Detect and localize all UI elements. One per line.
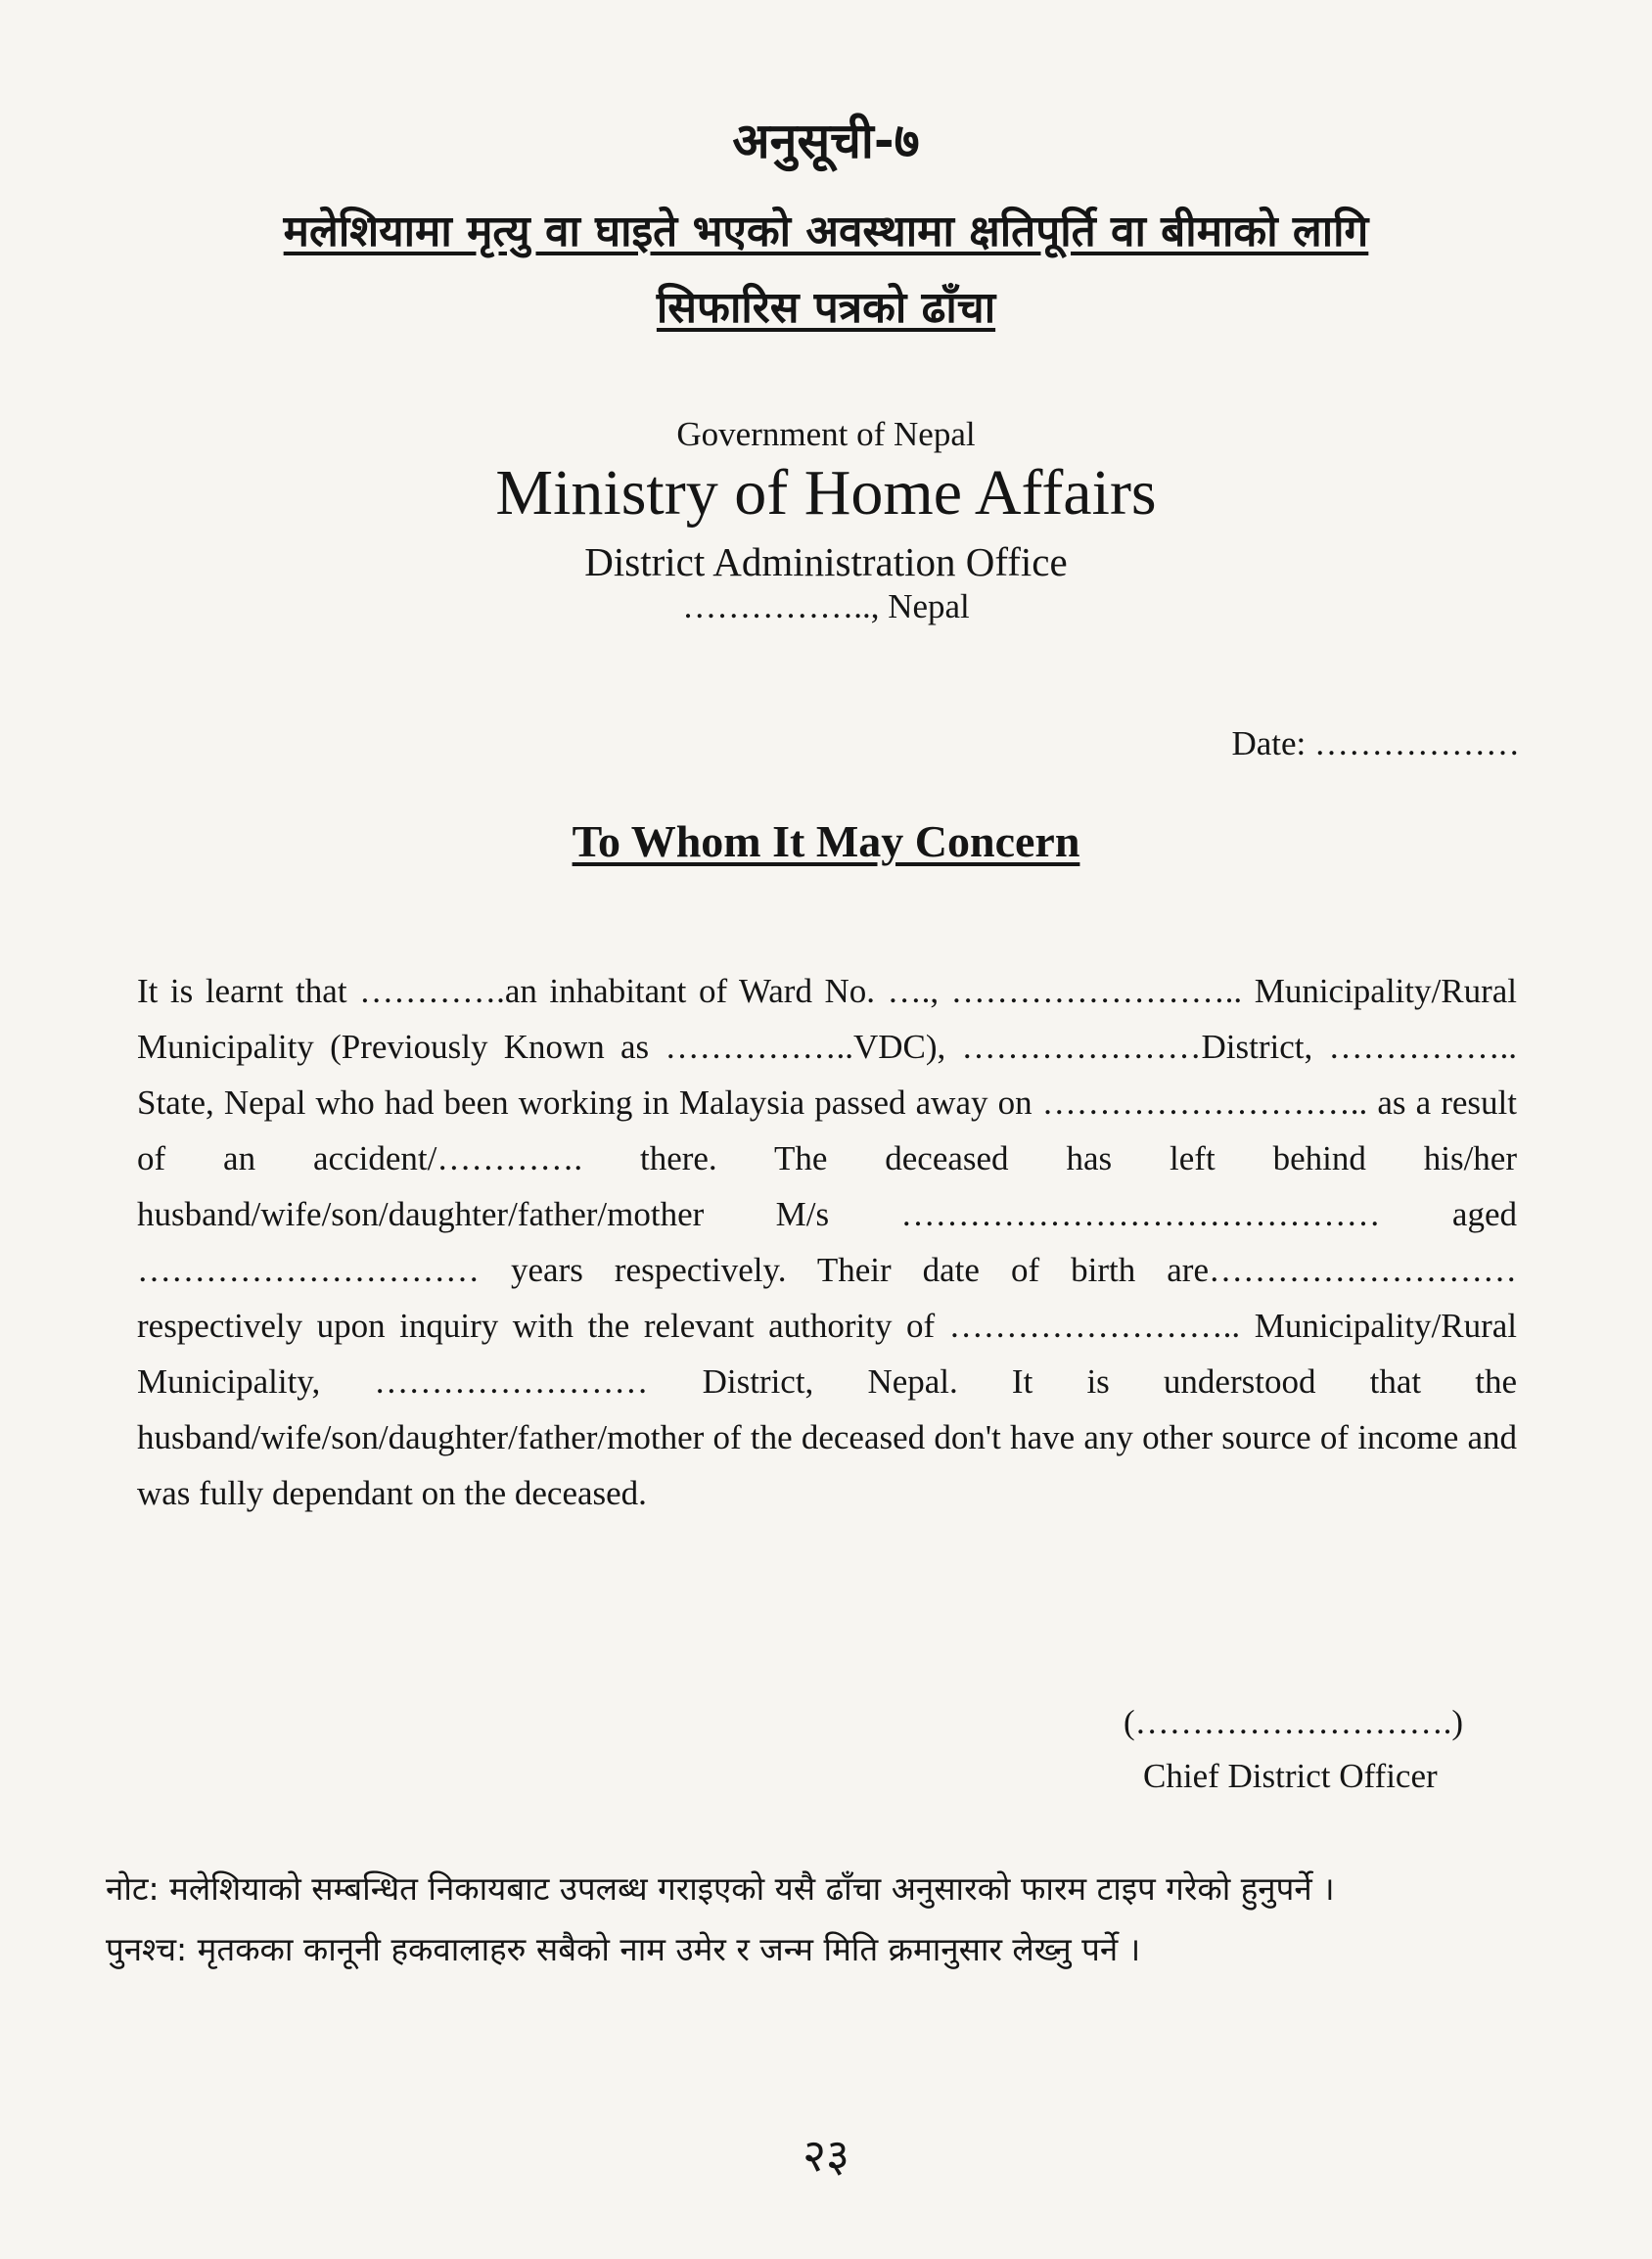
page-number: २३ [803, 2129, 849, 2182]
form-title-line-1-text: मलेशियामा मृत्यु वा घाइते भएको अवस्थामा क्षतिपूर्ति वा बीमाको लागि [283, 207, 1369, 256]
note-line-2: पुनश्च: मृतकका कानूनी हकवालाहरु सबैको नाम उमेर र जन्म मिति क्रमानुसार लेख्नु पर्ने । [106, 1930, 1141, 1968]
government-name: Government of Nepal [676, 415, 976, 453]
signature-blank: (……………………….) [1124, 1703, 1464, 1741]
office-location: …………….., Nepal [682, 587, 970, 625]
form-title-line-1 [0, 200, 1652, 258]
subject-heading [0, 815, 1652, 867]
subject-heading-text: To Whom It May Concern [572, 816, 1080, 866]
office-name: District Administration Office [584, 539, 1068, 584]
form-title-line-2 [0, 276, 1652, 335]
form-title-line-2-text: सिफारिस पत्रको ढाँचा [656, 283, 996, 333]
ministry-name: Ministry of Home Affairs [495, 457, 1157, 529]
signatory-title: Chief District Officer [1143, 1757, 1438, 1795]
body-paragraph: It is learnt that ………….an inhabitant of Ward No. …., …………………….. Municipality/Rural Municipality (Previously Known as ……………..VDC), …………………District, …………….. State, Nepal who had been working in Malaysia passed away on ……………………….. as a result of an accident/…………. there. The deceased has left behind his/her husband/wife/son/daughter/father/mother M/s …………………………………… aged ………………………… years respectively. Their date of birth are………………………respectively upon inquiry with the relevant authority of …………………….. Municipality/Rural Municipality, …………………… District, Nepal. It is understood that the husband/wife/son/daughter/father/mother of the deceased don't have any other source of income and was fully dependant on the deceased. [137, 972, 1517, 1512]
date-line: Date: ……………… [1231, 724, 1520, 762]
note-line-1: नोट: मलेशियाको सम्बन्धित निकायबाट उपलब्ध गराइएको यसै ढाँचा अनुसारको फारम टाइप गरेको हुनुपर्ने । [106, 1869, 1335, 1908]
schedule-title: अनुसूची-७ [732, 113, 920, 169]
